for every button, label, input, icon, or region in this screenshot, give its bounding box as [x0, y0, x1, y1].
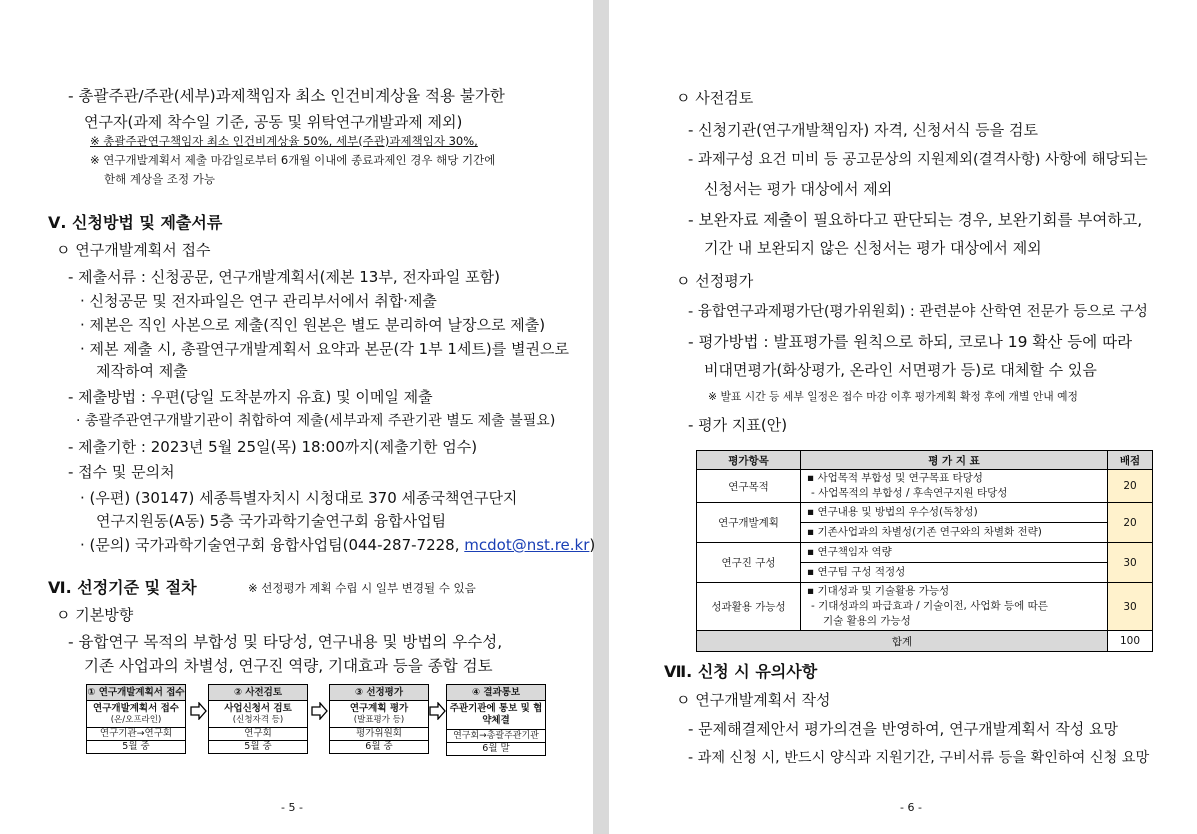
- indicator-item: 기술 활용의 가능성: [823, 615, 911, 627]
- flow-step-who: 연구회→총괄주관기관: [447, 730, 545, 743]
- text-line: - 평가 지표(안): [688, 416, 788, 434]
- contact-line: [80, 535, 595, 555]
- text-line: 제작하여 제출: [96, 362, 188, 380]
- text-line: - 과제구성 요건 미비 등 공고문상의 지원제외(결격사항) 사항에 해당되는: [688, 152, 1148, 168]
- flow-step-main: 사업신청서 검토: [224, 703, 292, 714]
- total-points: 100: [1108, 631, 1153, 652]
- table-row: [697, 543, 1153, 583]
- indicator-cell: [801, 503, 1108, 543]
- page-number: - 6 -: [900, 801, 922, 814]
- flow-step-main: 연구개발계획서 접수: [93, 703, 179, 714]
- table-header: 평 가 지 표: [801, 451, 1108, 470]
- text-line: · (우편) (30147) 세종특별자치시 시청대로 370 세종국책연구단지: [80, 489, 518, 507]
- email-link[interactable]: mcdot@nst.re.kr: [464, 536, 590, 554]
- note-line: ※ 선정평가 계획 수립 시 일부 변경될 수 있음: [248, 581, 476, 595]
- text-line: - 융합연구과제평가단(평가위원회) : 관련분야 산학연 전문가 등으로 구성: [688, 304, 1148, 320]
- sub-heading: ㅇ 연구개발계획서 작성: [676, 691, 831, 709]
- section-heading: Ⅴ. 신청방법 및 제출서류: [48, 213, 223, 232]
- category-cell: 연구목적: [697, 470, 801, 503]
- contact-text: · (문의) 국가과학기술연구회 융합사업팀(044-287-7228,: [80, 536, 465, 554]
- points-cell: 30: [1108, 543, 1153, 583]
- indicator-item: ▪ 연구내용 및 방법의 우수성(독창성): [801, 503, 1107, 523]
- note-line: 한해 계상을 조정 가능: [104, 172, 215, 186]
- flow-step-when: 6월 중: [365, 741, 393, 752]
- flow-step-when: 6월 말: [482, 743, 510, 754]
- text-line: · 신청공문 및 전자파일은 연구 관리부서에서 취합·제출: [80, 292, 437, 310]
- table-total-row: [697, 631, 1153, 652]
- flow-step-sub: (발표평가 등): [330, 715, 428, 728]
- text-line: - 과제 신청 시, 반드시 양식과 지원기간, 구비서류 등을 확인하여 신청 요망: [688, 750, 1150, 766]
- flow-step-title: ① 연구개발계획서 접수: [87, 685, 185, 701]
- right-arrow-icon: [428, 702, 446, 720]
- indicator-item: ▪ 연구팀 구성 적정성: [807, 566, 906, 578]
- indicator-item: ▪ 기대성과 및 기술활용 가능성: [807, 585, 950, 597]
- category-cell: 성과활용 가능성: [697, 583, 801, 631]
- note-line: ※ 발표 시간 등 세부 일정은 접수 마감 이후 평가계획 확정 후에 개별 안내 예정: [708, 390, 1078, 403]
- indicator-cell: [801, 583, 1108, 631]
- text-line: 기존 사업과의 차별성, 연구진 역량, 기대효과 등을 종합 검토: [84, 657, 493, 675]
- points-cell: 20: [1108, 503, 1153, 543]
- points-cell: 30: [1108, 583, 1153, 631]
- text-line: - 제출서류 : 신청공문, 연구개발계획서(제본 13부, 전자파일 포함): [68, 268, 500, 286]
- table-row: [697, 503, 1153, 543]
- text-line: · 총괄주관연구개발기관이 취합하여 제출(세부과제 주관기관 별도 제출 불필요): [76, 413, 556, 429]
- flow-step-2: [208, 684, 308, 754]
- sub-heading: ㅇ 기본방향: [56, 606, 134, 624]
- right-arrow-icon: [189, 702, 207, 720]
- table-row: [697, 583, 1153, 631]
- text-line: - 신청기관(연구개발책임자) 자격, 신청서식 등을 검토: [688, 121, 1039, 139]
- flow-step-who: 연구기관→연구회: [87, 728, 185, 741]
- section-heading: Ⅶ. 신청 시 유의사항: [664, 662, 818, 681]
- flow-step-main: 연구계획 평가: [349, 703, 409, 714]
- note-line: ※ 연구개발계획서 제출 마감일로부터 6개월 이내에 종료과제인 경우 해당 기간에: [90, 153, 496, 167]
- text-line: - 문제해결제안서 평가의견을 반영하여, 연구개발계획서 작성 요망: [688, 720, 1119, 738]
- table-header: 평가항목: [697, 451, 801, 470]
- text-line: 연구지원동(A동) 5층 국가과학기술연구회 융합사업팀: [96, 512, 447, 530]
- page-divider: [593, 0, 609, 834]
- flow-step-4: [446, 684, 546, 756]
- text-line: - 제출기한 : 2023년 5월 25일(목) 18:00까지(제출기한 엄수): [68, 438, 478, 456]
- flow-step-3: [329, 684, 429, 754]
- flow-step-when: 5월 중: [244, 741, 272, 752]
- flow-step-title: ② 사전검토: [209, 685, 307, 701]
- text-line: - 제출방법 : 우편(당일 도착분까지 유효) 및 이메일 제출: [68, 388, 433, 406]
- text-line: 연구자(과제 착수일 기준, 공동 및 위탁연구개발과제 제외): [84, 113, 463, 131]
- page-5: [0, 0, 596, 834]
- flow-step-title: ④ 결과통보: [447, 685, 545, 701]
- flow-step-1: [86, 684, 186, 754]
- text-line: · 제본은 직인 사본으로 제출(직인 원본은 별도 분리하여 날장으로 제출): [80, 316, 546, 334]
- text-line: - 융합연구 목적의 부합성 및 타당성, 연구내용 및 방법의 우수성,: [68, 633, 503, 651]
- flow-step-who: 평가위원회: [330, 728, 428, 741]
- text-line: 신청서는 평가 대상에서 제외: [704, 180, 893, 198]
- table-row: [697, 470, 1153, 503]
- points-cell: 20: [1108, 470, 1153, 503]
- text-line: - 평가방법 : 발표평가를 원칙으로 하되, 코로나 19 확산 등에 따라: [688, 333, 1133, 351]
- indicator-item: - 기대성과의 파급효과 / 기술이전, 사업화 등에 따른: [811, 600, 1048, 612]
- table-header: 배점: [1108, 451, 1153, 470]
- contact-close: ): [589, 536, 596, 554]
- table-header-row: [697, 451, 1153, 470]
- flow-step-title: ③ 선정평가: [330, 685, 428, 701]
- category-cell: 연구개발계획: [697, 503, 801, 543]
- sub-heading: ㅇ 연구개발계획서 접수: [56, 241, 211, 259]
- flow-step-sub: (온/오프라인): [87, 715, 185, 728]
- text-line: · 제본 제출 시, 총괄연구개발계획서 요약과 본문(각 1부 1세트)를 별권으로: [80, 340, 569, 358]
- indicator-cell: [801, 543, 1108, 583]
- text-line: 비대면평가(화상평가, 온라인 서면평가 등)로 대체할 수 있음: [704, 361, 1097, 379]
- indicator-cell: [801, 470, 1108, 503]
- sub-heading: ㅇ 선정평가: [676, 272, 754, 290]
- total-label: 합계: [697, 631, 1108, 652]
- flow-step-main: 주관기관에 통보 및 협약체결: [447, 701, 545, 730]
- flow-step-sub: (신청자격 등): [209, 715, 307, 728]
- section-heading: Ⅵ. 선정기준 및 절차: [48, 578, 197, 597]
- flow-step-when: 5월 중: [122, 741, 150, 752]
- text-line: 기간 내 보완되지 않은 신청서는 평가 대상에서 제외: [704, 239, 1042, 257]
- text-line: - 보완자료 제출이 필요하다고 판단되는 경우, 보완기회를 부여하고,: [688, 211, 1143, 229]
- indicator-item: ▪ 연구책임자 역량: [801, 543, 1107, 563]
- sub-heading: ㅇ 사전검토: [676, 89, 754, 107]
- flow-step-who: 연구회: [209, 728, 307, 741]
- indicator-item: ▪ 기존사업과의 차별성(기존 연구와의 차별화 전략): [807, 526, 1042, 538]
- category-cell: 연구진 구성: [697, 543, 801, 583]
- text-line: - 접수 및 문의처: [68, 463, 175, 481]
- evaluation-table: [696, 450, 1153, 652]
- note-line: ※ 총괄주관연구책임자 최소 인건비계상율 50%, 세부(주관)과제책임자 30%,: [90, 134, 478, 148]
- page-number: - 5 -: [281, 801, 303, 814]
- indicator-item: - 사업목적의 부합성 / 후속연구지원 타당성: [811, 487, 1008, 499]
- text-line: - 총괄주관/주관(세부)과제책임자 최소 인건비계상율 적용 불가한: [68, 87, 505, 105]
- indicator-item: ▪ 사업목적 부합성 및 연구목표 타당성: [807, 472, 983, 484]
- right-arrow-icon: [310, 702, 328, 720]
